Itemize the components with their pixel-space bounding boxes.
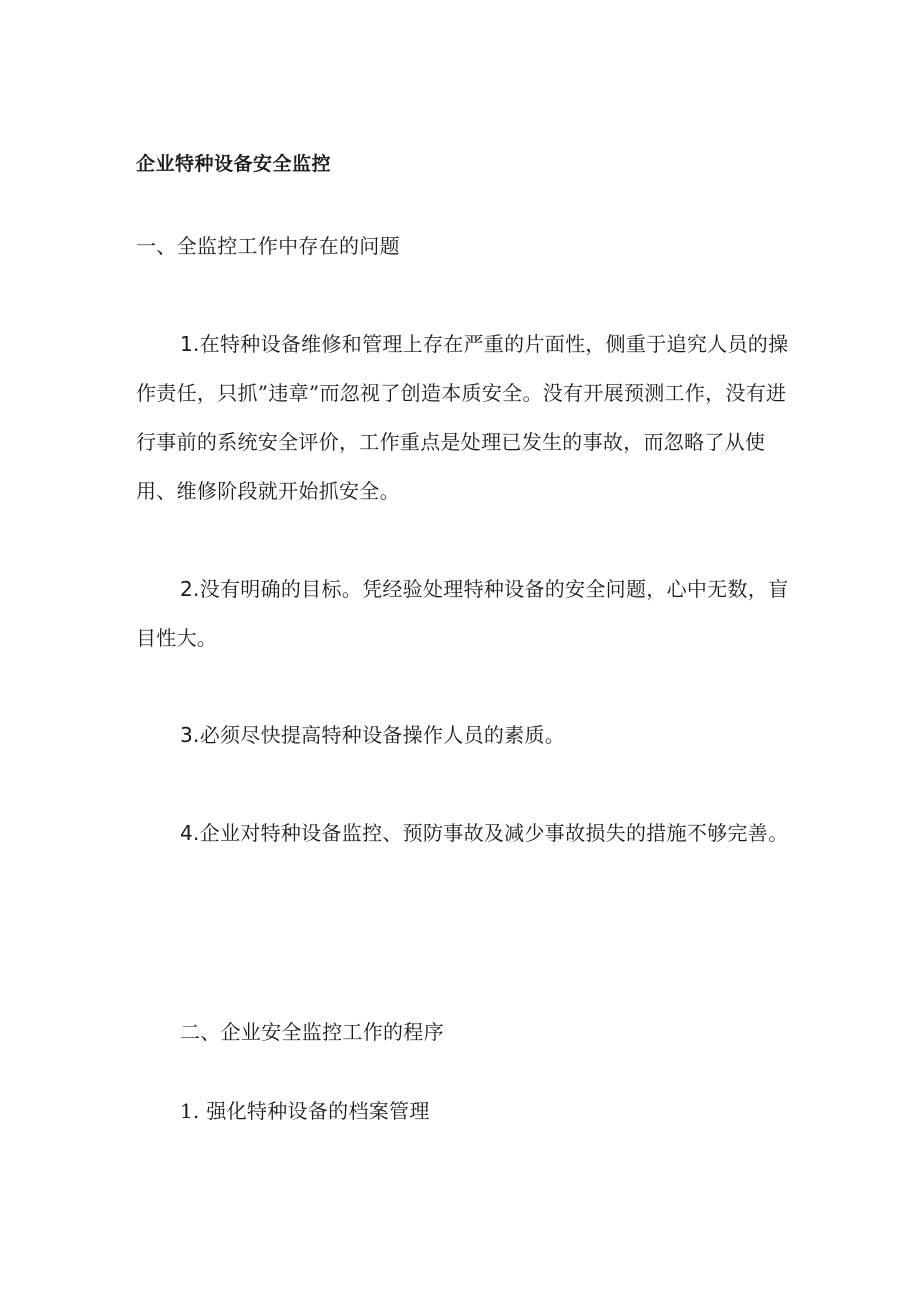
section-2-subheading: 1. 强化特种设备的档案管理 — [180, 1099, 430, 1123]
item-number: 2. — [180, 577, 200, 601]
document-title: 企业特种设备安全监控 — [136, 153, 332, 175]
item-text: 在特种设备维修和管理上存在严重的片面性，侧重于追究人员的操作责任，只抓”违章”而忽视了创造本质安全。没有开展预测工作，没有进行事前的系统安全评价，工作重点是处理已发生的事故，而忽略了从使用、维修阶段就开始抓安全。 — [136, 332, 789, 503]
item-number: 4. — [180, 821, 200, 845]
item-text: 必须尽快提高特种设备操作人员的素质。 — [199, 723, 566, 747]
section-1-item-4 — [136, 809, 801, 858]
item-text: 没有明确的目标。凭经验处理特种设备的安全问题，心中无数，盲目性大。 — [136, 577, 789, 650]
item-text: 企业对特种设备监控、预防事故及减少事故损失的措施不够完善。 — [199, 821, 789, 845]
section-1-item-1 — [136, 320, 801, 516]
item-number: 1. — [180, 332, 200, 356]
section-1-item-2 — [136, 565, 801, 663]
section-1-heading: 一、全监控工作中存在的问题 — [136, 234, 400, 258]
section-2-heading: 二、企业安全监控工作的程序 — [180, 1020, 444, 1044]
section-1-item-3 — [136, 711, 801, 760]
item-number: 3. — [180, 723, 200, 747]
